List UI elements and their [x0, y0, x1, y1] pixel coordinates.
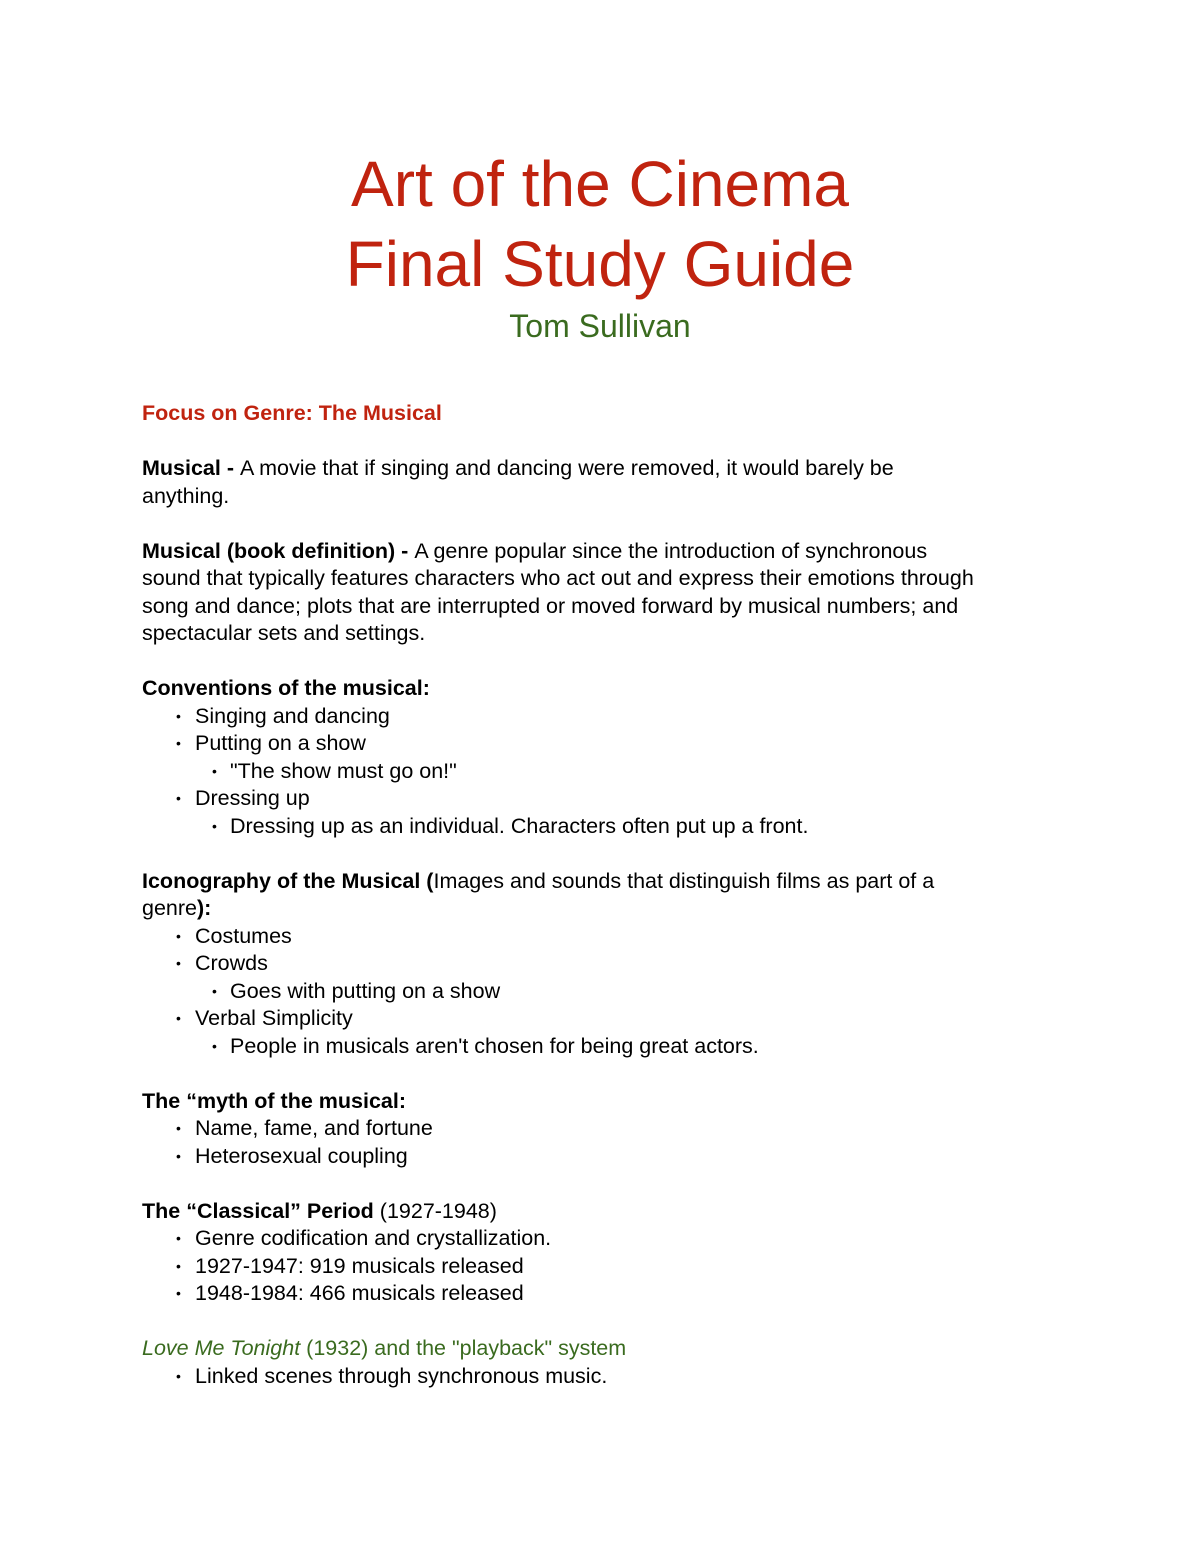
- definition-continuation: anything.: [142, 483, 230, 508]
- iconography-heading-continuation: genre):: [142, 896, 212, 920]
- list-item: • 1948-1984: 466 musicals released: [142, 1280, 1062, 1308]
- document-body: [142, 400, 1062, 1390]
- definition-musical-book: [142, 538, 1062, 566]
- definition-term: Musical -: [142, 456, 240, 480]
- definition-musical: [142, 455, 1062, 483]
- definition-continuation: sound that typically features characters who act out and express their emotions through: [142, 566, 974, 590]
- conventions-sublist: [142, 813, 1062, 841]
- iconography-sublist: [142, 1033, 1062, 1061]
- list-item: • 1927-1947: 919 musicals released: [142, 1253, 1062, 1281]
- conventions-list: [142, 785, 1062, 813]
- list-subitem: • "The show must go on!": [142, 758, 1062, 786]
- list-item: • Verbal Simplicity: [142, 1005, 1062, 1033]
- list-subitem: • People in musicals aren't chosen for being great actors.: [142, 1033, 1062, 1061]
- conventions-heading: Conventions of the musical:: [142, 676, 430, 700]
- section-heading: Focus on Genre: The Musical: [142, 401, 442, 425]
- list-item: • Costumes: [142, 923, 1062, 951]
- document-title-line-2: Final Study Guide: [345, 228, 855, 300]
- definition-text: A movie that if singing and dancing were removed, it would barely be: [239, 456, 894, 480]
- iconography-list: [142, 1005, 1062, 1033]
- iconography-list: [142, 923, 1062, 978]
- myth-list: [142, 1115, 1062, 1170]
- list-item: • Name, fame, and fortune: [142, 1115, 1062, 1143]
- definition-continuation: spectacular sets and settings.: [142, 621, 426, 645]
- love-me-tonight-list: [142, 1363, 1062, 1391]
- list-subitem: • Goes with putting on a show: [142, 978, 1062, 1006]
- definition-continuation: song and dance; plots that are interrupted or moved forward by musical numbers; and: [142, 593, 959, 618]
- love-me-tonight-heading: Love Me Tonight (1932) and the "playback" system: [142, 1336, 627, 1360]
- list-item: • Heterosexual coupling: [142, 1143, 1062, 1171]
- definition-text: A genre popular since the introduction of synchronous: [414, 538, 928, 563]
- list-item: • Putting on a show: [142, 730, 1062, 758]
- conventions-list: [142, 703, 1062, 758]
- iconography-sublist: [142, 978, 1062, 1006]
- conventions-sublist: [142, 758, 1062, 786]
- list-item: • Linked scenes through synchronous music.: [142, 1363, 1062, 1391]
- document-title-line-1: Art of the Cinema: [351, 148, 849, 220]
- iconography-heading: Iconography of the Musical (Images and sounds that distinguish films as part of a: [142, 868, 935, 893]
- classical-heading: The “Classical” Period (1927-1948): [142, 1198, 497, 1223]
- list-item: • Dressing up: [142, 785, 1062, 813]
- document-author: Tom Sullivan: [509, 308, 691, 344]
- list-item: • Genre codification and crystallization.: [142, 1225, 1062, 1253]
- list-item: • Singing and dancing: [142, 703, 1062, 731]
- definition-term: Musical (book definition) -: [142, 538, 415, 563]
- list-subitem: • Dressing up as an individual. Characters often put up a front.: [142, 813, 1062, 841]
- myth-heading: The “myth of the musical:: [142, 1088, 407, 1113]
- classical-list: [142, 1225, 1062, 1308]
- list-item: • Crowds: [142, 950, 1062, 978]
